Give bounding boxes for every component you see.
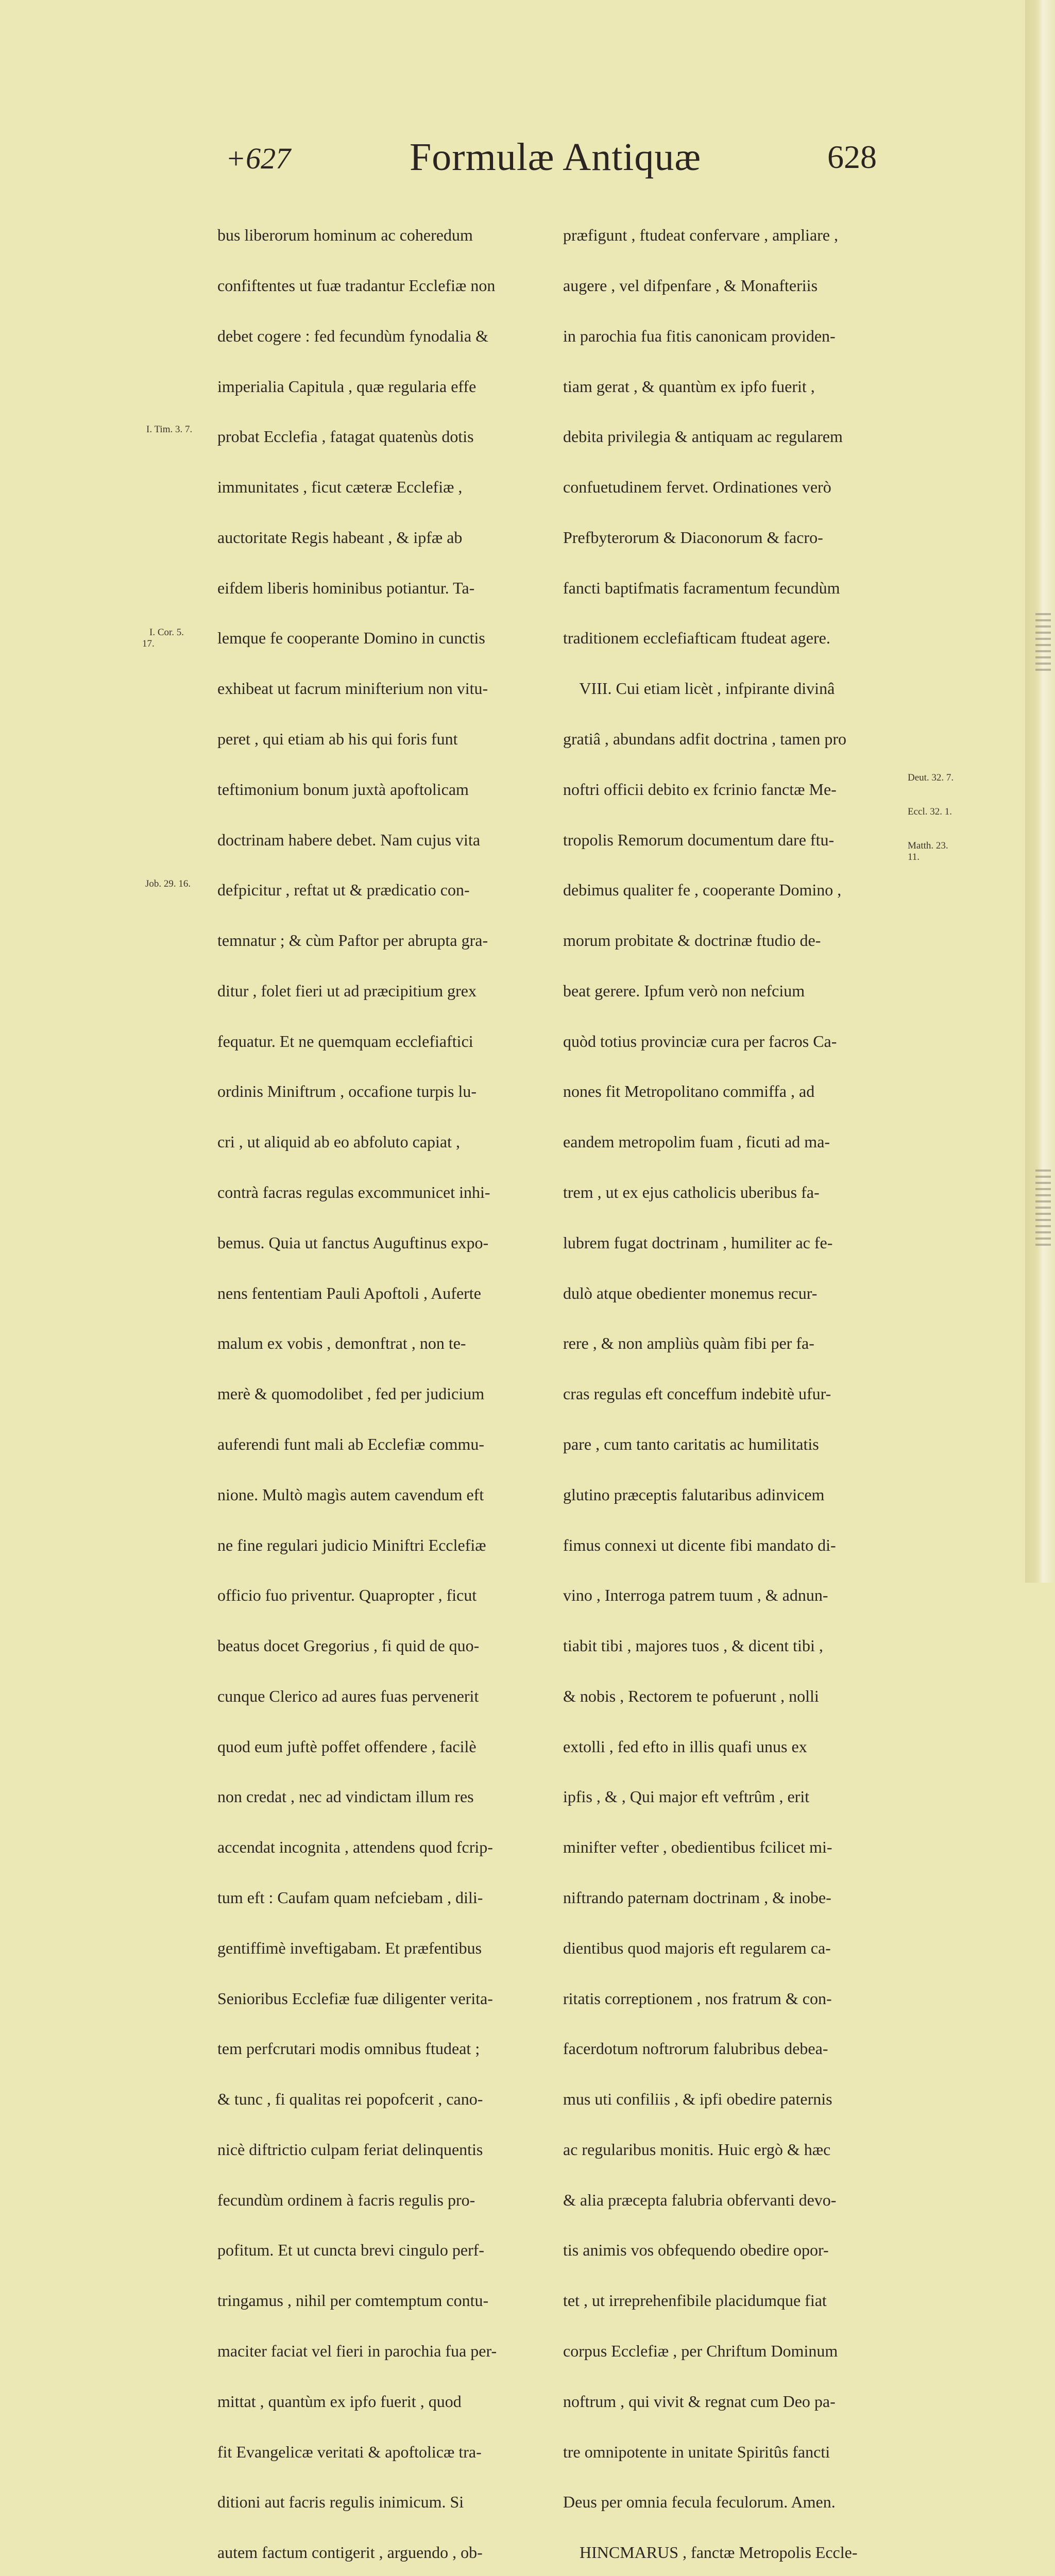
text-line: HINCMARUS , fanctæ Metropolis Eccle- — [563, 2543, 858, 2562]
text-line: temnatur ; & cùm Paftor per abrupta gra- — [217, 931, 488, 950]
text-line: & alia præcepta falubria obfervanti devo- — [563, 2190, 837, 2209]
text-line: tiabit tibi , majores tuos , & dicent tibi , — [563, 1636, 823, 1655]
text-line: nens fententiam Pauli Apoftoli , Auferte — [217, 1283, 481, 1302]
text-line: exhibeat ut facrum minifterium non vitu- — [217, 679, 488, 698]
text-line: tis animis vos obfequendo obedire opor- — [563, 2241, 829, 2260]
margin-reference: I. Cor. 5. — [149, 627, 184, 638]
text-line: lemque fe cooperante Domino in cunctis — [217, 629, 485, 648]
text-line: mus uti confiliis , & ipfi obedire paternis — [563, 2090, 832, 2109]
text-line: peret , qui etiam ab his qui foris funt — [217, 730, 458, 748]
text-line: ditioni aut facris regulis inimicum. Si — [217, 2493, 464, 2512]
margin-reference: Eccl. 32. 1. — [908, 806, 952, 817]
adjacent-page-marks — [1035, 613, 1051, 675]
text-line: quòd totius provinciæ cura per facros Ca- — [563, 1031, 837, 1050]
margin-reference: 11. — [908, 852, 920, 862]
text-line: in parochia fua fitis canonicam providen- — [563, 326, 836, 345]
text-line: trem , ut ex ejus catholicis uberibus fa- — [563, 1183, 820, 1202]
text-line: Prefbyterorum & Diaconorum & facro- — [563, 528, 823, 547]
page-header — [216, 135, 896, 181]
text-line: cri , ut aliquid ab eo abfoluto capiat , — [217, 1132, 460, 1151]
text-line: non credat , nec ad vindictam illum res — [217, 1787, 474, 1806]
text-line: traditionem ecclefiafticam ftudeat agere. — [563, 629, 830, 648]
text-line: ditur , folet fieri ut ad præcipitium grex — [217, 981, 477, 1000]
text-line: niftrando paternam doctrinam , & inobe- — [563, 1888, 831, 1907]
text-line: tringamus , nihil per comtemptum contu- — [217, 2291, 489, 2310]
text-line: ipfis , & , Qui major eft veftrûm , erit — [563, 1787, 810, 1806]
text-line: debita privilegia & antiquam ac regularem — [563, 427, 843, 446]
text-line: cras regulas eft conceffum indebitè ufur- — [563, 1384, 831, 1403]
text-line: debet cogere : fed fecundùm fynodalia & — [217, 326, 488, 345]
margin-reference: I. Tim. 3. 7. — [146, 424, 193, 435]
margin-reference: Deut. 32. 7. — [908, 772, 954, 783]
page-number-right: 628 — [827, 139, 877, 175]
text-line: fit Evangelicæ veritati & apoftolicæ tra- — [217, 2442, 482, 2461]
text-line: & tunc , fi qualitas rei popofcerit , cano- — [217, 2090, 483, 2109]
text-line: Deus per omnia fecula feculorum. Amen. — [563, 2493, 836, 2512]
text-line: eifdem liberis hominibus potiantur. Ta- — [217, 578, 475, 597]
text-line: auferendi funt mali ab Ecclefiæ commu- — [217, 1434, 485, 1453]
text-line: dientibus quod majoris eft regularem ca- — [563, 1938, 831, 1957]
text-line: gentiffimè inveftigabam. Et præfentibus — [217, 1938, 482, 1957]
book-spine-shadow — [1025, 0, 1055, 1583]
margin-reference: Job. 29. 16. — [145, 878, 191, 889]
text-line: beat gerere. Ipfum verò non nefcium — [563, 981, 805, 1000]
text-line: tre omnipotente in unitate Spiritûs fancti — [563, 2442, 830, 2461]
text-line: probat Ecclefia , fatagat quatenùs dotis — [217, 427, 474, 446]
text-line: & nobis , Rectorem te pofuerunt , nolli — [563, 1686, 819, 1705]
text-line: teftimonium bonum juxtà apoftolicam — [217, 779, 469, 799]
text-line: tum eft : Caufam quam nefciebam , dili- — [217, 1888, 483, 1907]
text-line: contrà facras regulas excommunicet inhi- — [217, 1183, 490, 1202]
text-line: rere , & non ampliùs quàm fibi per fa- — [563, 1334, 814, 1353]
text-line: fequatur. Et ne quemquam ecclefiaftici — [217, 1031, 473, 1050]
text-line: auctoritate Regis habeant , & ipfæ ab — [217, 528, 463, 547]
text-line: bemus. Quia ut fanctus Auguftinus expo- — [217, 1233, 489, 1252]
page-number-left: +627 — [226, 142, 291, 175]
text-line: nione. Multò magìs autem cavendum eft — [217, 1485, 484, 1504]
text-line: morum probitate & doctrinæ ftudio de- — [563, 931, 821, 950]
margin-reference: Matth. 23. — [908, 840, 948, 851]
text-line: malum ex vobis , demonftrat , non te- — [217, 1334, 466, 1353]
text-line: imperialia Capitula , quæ regularia effe — [217, 377, 477, 396]
text-line: nones fit Metropolitano commiffa , ad — [563, 1082, 815, 1101]
text-line: ac regularibus monitis. Huic ergò & hæc — [563, 2140, 831, 2159]
adjacent-page-marks — [1035, 1170, 1051, 1247]
text-line: tet , ut irreprehenfibile placidumque fiat — [563, 2291, 827, 2310]
text-line: Senioribus Ecclefiæ fuæ diligenter verita- — [217, 1989, 493, 2008]
text-line: ne fine regulari judicio Miniftri Ecclefiæ — [217, 1535, 486, 1554]
page-title: Formulæ Antiquæ — [410, 135, 702, 179]
text-line: augere , vel difpenfare , & Monafteriis — [563, 276, 818, 295]
text-line: VIII. Cui etiam licèt , infpirante divinâ — [563, 679, 835, 698]
right-column-text — [563, 193, 857, 2576]
text-line: cunque Clerico ad aures fuas pervenerit — [217, 1686, 479, 1705]
left-column-text — [217, 193, 497, 2576]
text-line: bus liberorum hominum ac coheredum — [217, 226, 473, 245]
text-line: autem factum contigerit , arguendo , ob- — [217, 2543, 483, 2562]
text-line: fancti baptifmatis facramentum fecundùm — [563, 578, 840, 597]
text-line: extolli , fed efto in illis quafi unus ex — [563, 1737, 807, 1756]
text-line: beatus docet Gregorius , fi quid de quo- — [217, 1636, 480, 1655]
text-line: pare , cum tanto caritatis ac humilitatis — [563, 1434, 819, 1453]
text-line: facerdotum noftrorum falubribus debea- — [563, 2039, 828, 2058]
text-line: tropolis Remorum documentum dare ftu- — [563, 830, 835, 849]
text-line: glutino præceptis falutaribus adinvicem — [563, 1485, 825, 1504]
text-line: maciter faciat vel fieri in parochia fua per- — [217, 2342, 497, 2360]
text-line: defpicitur , reftat ut & prædicatio con- — [217, 880, 470, 900]
text-line: confiftentes ut fuæ tradantur Ecclefiæ non — [217, 276, 496, 295]
text-line: tiam gerat , & quantùm ex ipfo fuerit , — [563, 377, 815, 396]
margin-reference: 17. — [142, 638, 155, 649]
text-line: merè & quomodolibet , fed per judicium — [217, 1384, 485, 1403]
text-line: fimus connexi ut dicente fibi mandato di- — [563, 1535, 836, 1554]
text-line: nicè diftrictio culpam feriat delinquentis — [217, 2140, 483, 2159]
text-line: gratiâ , abundans adfit doctrina , tamen pro — [563, 730, 847, 748]
text-line: ritatis correptionem , nos fratrum & con- — [563, 1989, 832, 2008]
text-line: doctrinam habere debet. Nam cujus vita — [217, 830, 481, 849]
text-line: præfigunt , ftudeat confervare , ampliare , — [563, 226, 838, 245]
text-line: fecundùm ordinem à facris regulis pro- — [217, 2190, 475, 2209]
text-line: immunitates , ficut cæteræ Ecclefiæ , — [217, 478, 463, 497]
text-line: officio fuo priventur. Quapropter , ficut — [217, 1586, 477, 1605]
text-line: pofitum. Et ut cuncta brevi cingulo perf- — [217, 2241, 485, 2260]
text-line: mittat , quantùm ex ipfo fuerit , quod — [217, 2392, 462, 2411]
text-line: accendat incognita , attendens quod fcrip- — [217, 1838, 493, 1857]
text-line: noftri officii debito ex fcrinio fanctæ Me- — [563, 779, 837, 799]
text-line: confuetudinem fervet. Ordinationes verò — [563, 478, 831, 497]
text-line: dulò atque obedienter monemus recur- — [563, 1283, 818, 1302]
text-line: tem perfcrutari modis omnibus ftudeat ; — [217, 2039, 480, 2058]
text-line: ordinis Miniftrum , occafione turpis lu- — [217, 1082, 477, 1101]
text-line: lubrem fugat doctrinam , humiliter ac fe- — [563, 1233, 833, 1252]
text-line: debimus qualiter fe , cooperante Domino , — [563, 880, 842, 900]
text-line: eandem metropolim fuam , ficuti ad ma- — [563, 1132, 830, 1151]
text-line: minifter vefter , obedientibus fcilicet mi- — [563, 1838, 832, 1857]
text-line: quod eum juftè poffet offendere , facilè — [217, 1737, 477, 1756]
text-line: vino , Interroga patrem tuum , & adnun- — [563, 1586, 828, 1605]
text-line: corpus Ecclefiæ , per Chriftum Dominum — [563, 2342, 838, 2360]
text-line: noftrum , qui vivit & regnat cum Deo pa- — [563, 2392, 836, 2411]
